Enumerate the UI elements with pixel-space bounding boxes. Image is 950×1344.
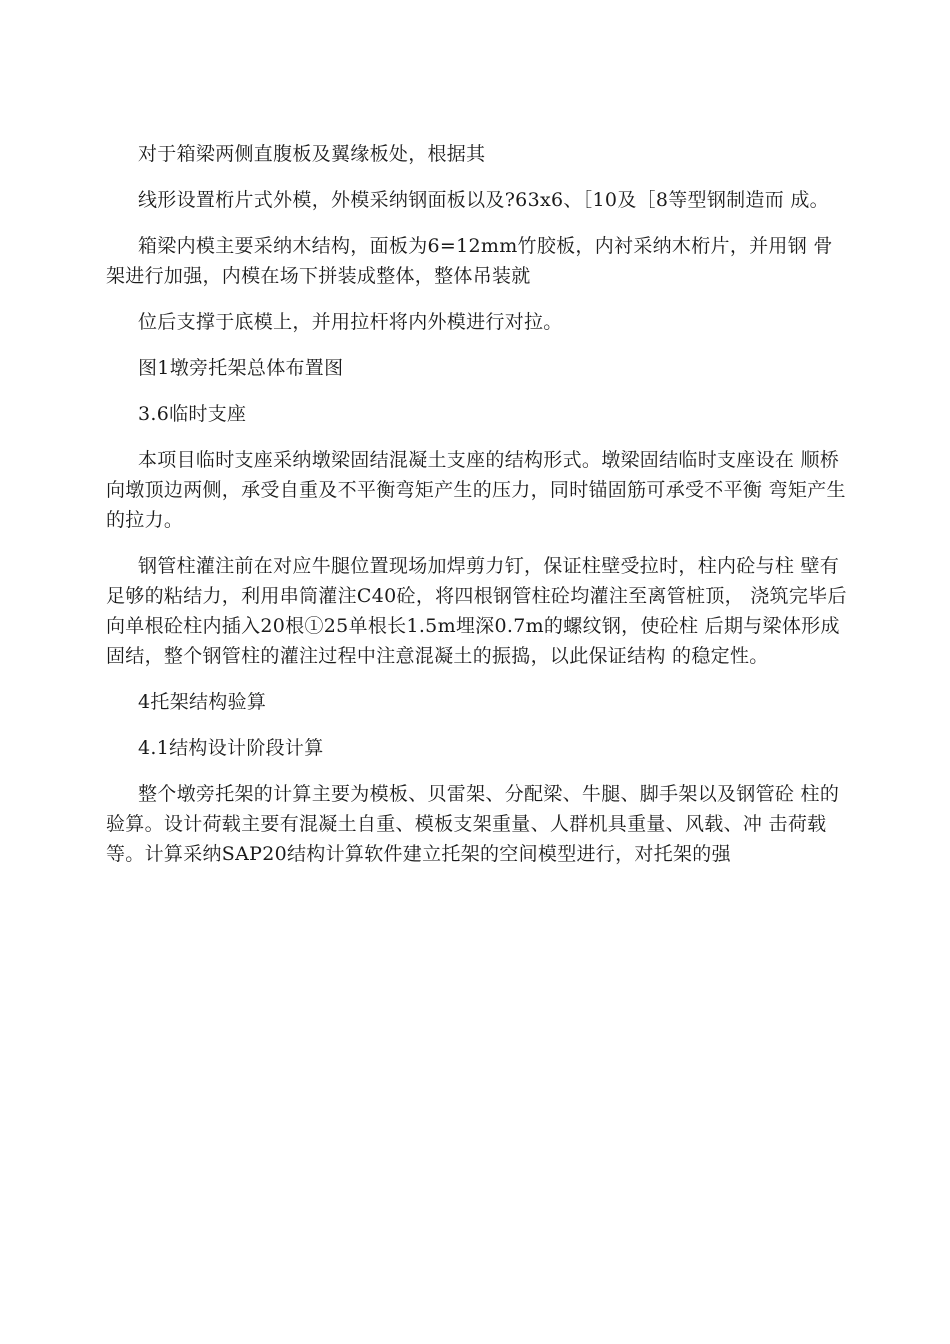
- paragraph-steel-pipe-column: 钢管柱灌注前在对应牛腿位置现场加焊剪力钉，保证柱壁受拉时，柱内砼与柱 壁有足够的粘结力，利用串筒灌注C40砼，将四根钢管柱砼均灌注至离管桩顶， 浇筑完毕后向单根砼柱内插入20根①25单根长1.5m埋深0.7m的螺纹钢，使砼柱 后期与梁体形成固结，整个钢管柱的灌注过程中注意混凝土的振捣，以此保证结构 的稳定性。: [106, 555, 847, 667]
- paragraph-web-and-flange: 对于箱梁两侧直腹板及翼缘板处，根据其: [138, 143, 486, 165]
- paragraph-outer-formwork: 线形设置桁片式外模，外模采纳钢面板以及?63x6、［10及［8等型钢制造而 成。: [138, 189, 829, 211]
- section-heading-4: 4托架结构验算: [138, 691, 267, 713]
- section-heading-4-1: 4.1结构设计阶段计算: [138, 737, 324, 759]
- section-heading-3-6: 3.6临时支座: [138, 403, 247, 425]
- paragraph-checking-calculation: 整个墩旁托架的计算主要为模板、贝雷架、分配梁、牛腿、脚手架以及钢管砼 柱的验算。设计荷载主要有混凝土自重、模板支架重量、人群机具重量、风载、冲 击荷载等。计算采纳SAP20结构计算软件建立托架的空间模型进行，对托架的强: [106, 783, 840, 865]
- paragraph-support-tie: 位后支撑于底模上，并用拉杆将内外模进行对拉。: [138, 311, 563, 333]
- document-body: [106, 139, 850, 885]
- figure-caption: 图1墩旁托架总体布置图: [138, 357, 344, 379]
- paragraph-temporary-support: 本项目临时支座采纳墩梁固结混凝土支座的结构形式。墩梁固结临时支座设在 顺桥向墩顶边两侧，承受自重及不平衡弯矩产生的压力，同时锚固筋可承受不平衡 弯矩产生的拉力。: [106, 449, 846, 531]
- paragraph-inner-formwork: 箱梁内模主要采纳木结构，面板为6=12mm竹胶板，内衬采纳木桁片，并用钢 骨架进行加强，内模在场下拼装成整体，整体吊装就: [106, 235, 833, 287]
